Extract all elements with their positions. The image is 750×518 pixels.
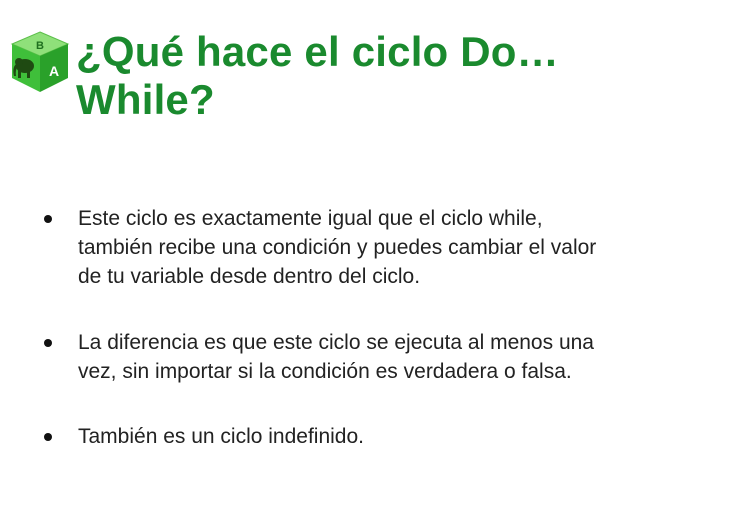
logo-letter-a: A bbox=[48, 63, 60, 79]
bullet-item bbox=[36, 422, 726, 451]
bullet-dot-icon bbox=[44, 433, 52, 441]
bullet-line: Este ciclo es exactamente igual que el ciclo while, bbox=[78, 207, 543, 230]
bullet-line: También es un ciclo indefinido. bbox=[78, 425, 365, 448]
bullet-dot-icon bbox=[44, 215, 52, 223]
bullet-line: también recibe una condición y puedes cambiar el valor bbox=[78, 236, 597, 259]
bullet-dot-icon bbox=[44, 339, 52, 347]
logo-letter-b: B bbox=[36, 40, 44, 52]
title-line-2: While? bbox=[76, 76, 215, 123]
title-line-1: ¿Qué hace el ciclo Do… bbox=[76, 28, 559, 75]
block-logo-icon bbox=[8, 28, 72, 98]
bullet-line: vez, sin importar si la condición es verdadera o falsa. bbox=[78, 360, 572, 383]
bullet-line: de tu variable desde dentro del ciclo. bbox=[78, 265, 421, 288]
bullet-list bbox=[36, 204, 726, 451]
bullet-item bbox=[36, 204, 726, 291]
bullet-item bbox=[36, 328, 726, 386]
bullet-line: La diferencia es que este ciclo se ejecuta al menos una bbox=[78, 331, 594, 354]
slide-title bbox=[76, 28, 716, 124]
